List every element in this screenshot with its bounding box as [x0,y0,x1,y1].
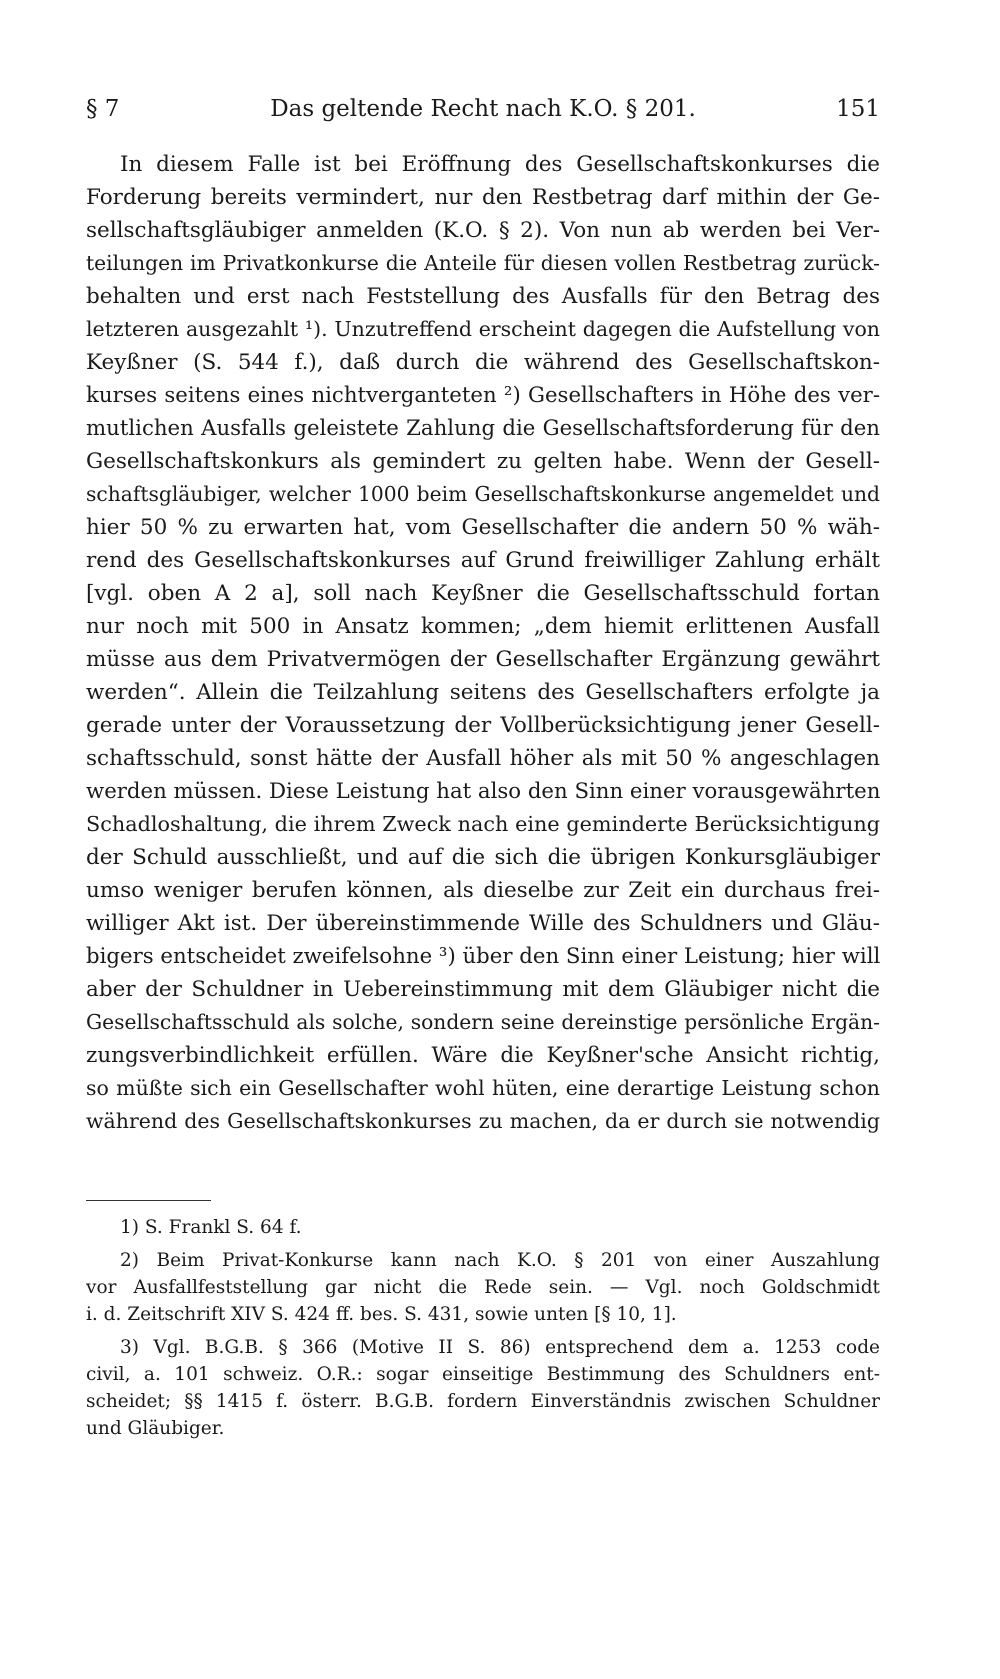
running-title: Das geltende Recht nach K.O. § 201. [270,96,696,122]
footnote-3: 3) Vgl. B.G.B. § 366 (Motive II S. 86) entsprechend dem a. 1253 code [120,1337,880,1358]
text-line: Forderung bereits vermindert, nur den Restbetrag darf mithin der Ge- [86,185,880,210]
text-line: müsse aus dem Privatvermögen der Gesellschafter Ergänzung gewährt [86,647,880,672]
text-line: Gesellschaftskonkurs als gemindert zu gelten habe. Wenn der Gesell- [86,449,880,474]
footnotes [86,1214,880,1442]
text-line: hier 50 % zu erwarten hat, vom Gesellschafter die andern 50 % wäh- [86,515,880,540]
text-line: bigers entscheidet zweifelsohne ³) über den Sinn einer Leistung; hier will [86,944,880,969]
text-line: letzteren ausgezahlt ¹). Unzutreffend erscheint dagegen die Aufstellung von [86,317,880,341]
footnote-3-line: scheidet; §§ 1415 f. österr. B.G.B. fordern Einverständnis zwischen Schuldner [86,1391,880,1412]
text-line: so müßte sich ein Gesellschafter wohl hüten, eine derartige Leistung schon [86,1076,880,1100]
text-line: mutlichen Ausfalls geleistete Zahlung die Gesellschaftsforderung für den [86,416,880,441]
footnote-1: 1) S. Frankl S. 64 f. [120,1217,302,1238]
text-line: nur noch mit 500 in Ansatz kommen; „dem hiemit erlittenen Ausfall [86,614,880,639]
footnote-divider [86,1200,211,1201]
text-line: während des Gesellschaftskonkurses zu machen, da er durch sie notwendig [86,1109,880,1133]
footnote-3-line: und Gläubiger. [86,1418,225,1439]
text-line: williger Akt ist. Der übereinstimmende Wille des Schuldners und Gläu- [86,911,880,936]
running-header [86,92,880,126]
text-line: teilungen im Privatkonkurse die Anteile für diesen vollen Restbetrag zurück- [86,251,880,275]
text-line: schaftsgläubiger, welcher 1000 beim Gesellschaftskonkurse angemeldet und [86,482,880,506]
text-line: kurses seitens eines nichtverganteten ²) Gesellschafters in Höhe des ver- [86,383,880,408]
text-line: behalten und erst nach Feststellung des Ausfalls für den Betrag des [86,284,880,309]
text-line: zungsverbindlichkeit erfüllen. Wäre die Keyßner'sche Ansicht richtig, [86,1043,880,1068]
text-line: rend des Gesellschaftskonkurses auf Grund freiwilliger Zahlung erhält [86,548,880,573]
footnote-2-line: i. d. Zeitschrift XIV S. 424 ff. bes. S. 431, sowie unten [§ 10, 1]. [86,1304,677,1325]
page-number: 151 [836,96,880,122]
footnote-2: 2) Beim Privat-Konkurse kann nach K.O. § 201 von einer Auszahlung [120,1250,880,1271]
text-line: aber der Schuldner in Uebereinstimmung mit dem Gläubiger nicht die [86,977,880,1002]
text-line: der Schuld ausschließt, und auf die sich die übrigen Konkursgläubiger [86,845,880,870]
body-text [86,148,880,1138]
footnote-2-line: vor Ausfallfeststellung gar nicht die Rede sein. — Vgl. noch Goldschmidt [86,1277,880,1298]
text-line: sellschaftsgläubiger anmelden (K.O. § 2). Von nun ab werden bei Ver- [86,218,880,243]
text-line: umso weniger berufen können, als dieselbe zur Zeit ein durchaus frei- [86,878,880,903]
text-line: schaftsschuld, sonst hätte der Ausfall höher als mit 50 % angeschlagen [86,746,880,771]
text-line: gerade unter der Voraussetzung der Vollberücksichtigung jener Gesell- [86,713,880,738]
text-line: In diesem Falle ist bei Eröffnung des Gesellschaftskonkurses die [120,152,880,177]
section-marker: § 7 [86,96,120,122]
text-line: Keyßner (S. 544 f.), daß durch die während des Gesellschaftskon- [86,350,880,375]
text-line: [vgl. oben A 2 a], soll nach Keyßner die Gesellschaftsschuld fortan [86,581,880,606]
text-line: werden müssen. Diese Leistung hat also den Sinn einer vorausgewährten [86,779,880,804]
footnote-3-line: civil, a. 101 schweiz. O.R.: sogar einseitige Bestimmung des Schuldners ent- [86,1364,880,1385]
text-line: Schadloshaltung, die ihrem Zweck nach eine geminderte Berücksichtigung [86,812,880,836]
text-line: Gesellschaftsschuld als solche, sondern seine dereinstige persönliche Ergän- [86,1010,880,1034]
text-line: werden“. Allein die Teilzahlung seitens des Gesellschafters erfolgte ja [86,680,880,705]
